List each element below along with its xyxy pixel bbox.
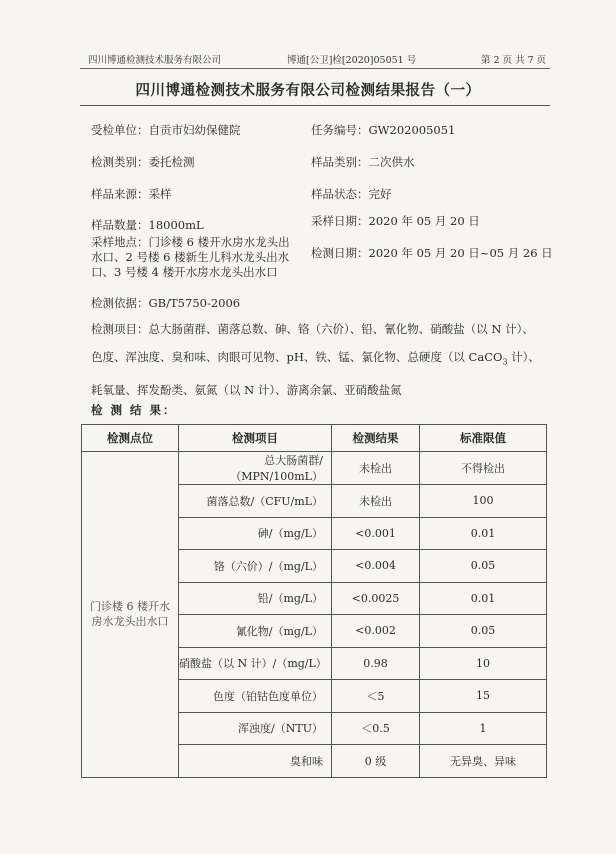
item-cell: 铬（六价）/（mg/L） bbox=[179, 550, 332, 583]
limit-cell: 100 bbox=[420, 485, 547, 518]
field-client bbox=[91, 123, 241, 138]
table-row bbox=[82, 452, 547, 485]
report-title: 四川博通检测技术服务有限公司检测结果报告（一） bbox=[135, 82, 481, 99]
test-items-subscript: 3 bbox=[502, 357, 508, 367]
field-category-label: 检测类别： bbox=[91, 155, 149, 169]
result-cell: <0.001 bbox=[332, 517, 420, 550]
result-cell: ＜0.5 bbox=[332, 712, 420, 745]
header-limit: 标准限值 bbox=[420, 425, 547, 452]
limit-cell: 1 bbox=[420, 712, 547, 745]
field-location-value-1: 门诊楼 6 楼开水房水龙头出 bbox=[148, 235, 290, 249]
limit-cell: 0.01 bbox=[420, 517, 547, 550]
test-items-line1 bbox=[91, 315, 546, 343]
item-cell: 色度（铂钴色度单位） bbox=[179, 680, 332, 713]
field-sampling-date bbox=[311, 214, 480, 229]
field-state-label: 样品状态： bbox=[311, 187, 369, 201]
results-table bbox=[81, 424, 547, 778]
field-source-value: 采样 bbox=[148, 187, 172, 201]
header-divider bbox=[80, 68, 550, 69]
item-cell: 菌落总数/（CFU/mL） bbox=[179, 485, 332, 518]
item-cell: 砷/（mg/L） bbox=[179, 517, 332, 550]
field-location-line1 bbox=[91, 235, 290, 250]
field-client-value: 自贡市妇幼保健院 bbox=[148, 123, 241, 137]
field-state-value: 完好 bbox=[368, 187, 392, 201]
field-task bbox=[311, 123, 455, 138]
site-cell bbox=[82, 452, 179, 778]
field-sampling-date-value: 2020 年 05 月 20 日 bbox=[368, 214, 480, 228]
field-sampling-date-label: 采样日期： bbox=[311, 214, 369, 228]
results-title: 检 测 结 果： bbox=[91, 403, 177, 417]
field-test-date-value: 2020 年 05 月 20 日~05 月 26 日 bbox=[368, 246, 553, 260]
field-sample-type bbox=[311, 155, 415, 170]
test-items-text-2a: 色度、浑浊度、臭和味、肉眼可见物、pH、铁、锰、氯化物、总硬度（以 CaCO bbox=[91, 350, 503, 364]
field-basis-label: 检测依据： bbox=[91, 296, 149, 310]
limit-cell: 10 bbox=[420, 647, 547, 680]
field-source bbox=[91, 187, 172, 202]
test-items-line3: 耗氧量、挥发酚类、氨氮（以 N 计）、游离余氯、亚硝酸盐氮 bbox=[91, 383, 402, 398]
field-category bbox=[91, 155, 195, 170]
field-sample-type-value: 二次供水 bbox=[368, 155, 415, 169]
limit-cell: 无异臭、异味 bbox=[420, 745, 547, 778]
result-cell: 未检出 bbox=[332, 485, 420, 518]
item-cell: 硝酸盐（以 N 计）/（mg/L） bbox=[179, 647, 332, 680]
field-client-label: 受检单位： bbox=[91, 123, 149, 137]
limit-cell: 0.01 bbox=[420, 582, 547, 615]
field-location-value-3: 口、3 号楼 4 楼开水房水龙头出水口 bbox=[91, 265, 278, 279]
field-quantity-label: 样品数量： bbox=[91, 218, 149, 232]
result-cell: 0.98 bbox=[332, 647, 420, 680]
result-cell: 0 级 bbox=[332, 745, 420, 778]
test-items-line2 bbox=[91, 343, 546, 376]
limit-cell: 不得检出 bbox=[420, 452, 547, 485]
field-basis bbox=[91, 296, 240, 311]
field-location-value-2: 水口、2 号楼 6 楼新生儿科水龙头出水 bbox=[91, 250, 290, 264]
limit-cell: 0.05 bbox=[420, 550, 547, 583]
field-basis-value: GB/T5750-2006 bbox=[148, 296, 241, 310]
test-items-label: 检测项目： bbox=[91, 322, 149, 336]
field-category-value: 委托检测 bbox=[148, 155, 195, 169]
field-sample-type-label: 样品类别： bbox=[311, 155, 369, 169]
result-cell: ＜5 bbox=[332, 680, 420, 713]
result-cell: <0.002 bbox=[332, 615, 420, 648]
header-result: 检测结果 bbox=[332, 425, 420, 452]
field-task-label: 任务编号： bbox=[311, 123, 369, 137]
header-site: 检测点位 bbox=[82, 425, 179, 452]
field-quantity-value: 18000mL bbox=[148, 218, 204, 232]
item-cell: 氰化物/（mg/L） bbox=[179, 615, 332, 648]
table-header-row bbox=[82, 425, 547, 452]
test-items bbox=[91, 315, 546, 404]
site-line2: 房水龙头出水口 bbox=[91, 615, 169, 629]
field-source-label: 样品来源： bbox=[91, 187, 149, 201]
field-location-label: 采样地点： bbox=[91, 235, 149, 249]
field-test-date bbox=[311, 246, 553, 261]
test-items-text-2b: 计）、 bbox=[507, 350, 540, 364]
field-test-date-label: 检测日期： bbox=[311, 246, 369, 260]
header-company: 四川博通检测技术服务有限公司 bbox=[88, 55, 222, 66]
field-state bbox=[311, 187, 392, 202]
item-cell: 铅/（mg/L） bbox=[179, 582, 332, 615]
header-report-number: 博通[公卫]检[2020]05051 号 bbox=[287, 55, 417, 66]
title-divider bbox=[80, 105, 550, 106]
item-cell: 浑浊度/（NTU） bbox=[179, 712, 332, 745]
result-cell: <0.0025 bbox=[332, 582, 420, 615]
item-cell: 臭和味 bbox=[179, 745, 332, 778]
field-quantity bbox=[91, 218, 204, 233]
site-line1: 门诊楼 6 楼开水 bbox=[90, 600, 170, 614]
field-task-value: GW202005051 bbox=[368, 123, 456, 137]
result-cell: <0.004 bbox=[332, 550, 420, 583]
limit-cell: 0.05 bbox=[420, 615, 547, 648]
limit-cell: 15 bbox=[420, 680, 547, 713]
item-cell: 总大肠菌群/（MPN/100mL） bbox=[179, 452, 332, 485]
header-page-number: 第 2 页 共 7 页 bbox=[481, 55, 547, 66]
result-cell: 未检出 bbox=[332, 452, 420, 485]
test-items-text-1: 总大肠菌群、菌落总数、砷、铬（六价）、铅、氰化物、硝酸盐（以 N 计）、 bbox=[148, 322, 534, 336]
header-item: 检测项目 bbox=[179, 425, 332, 452]
